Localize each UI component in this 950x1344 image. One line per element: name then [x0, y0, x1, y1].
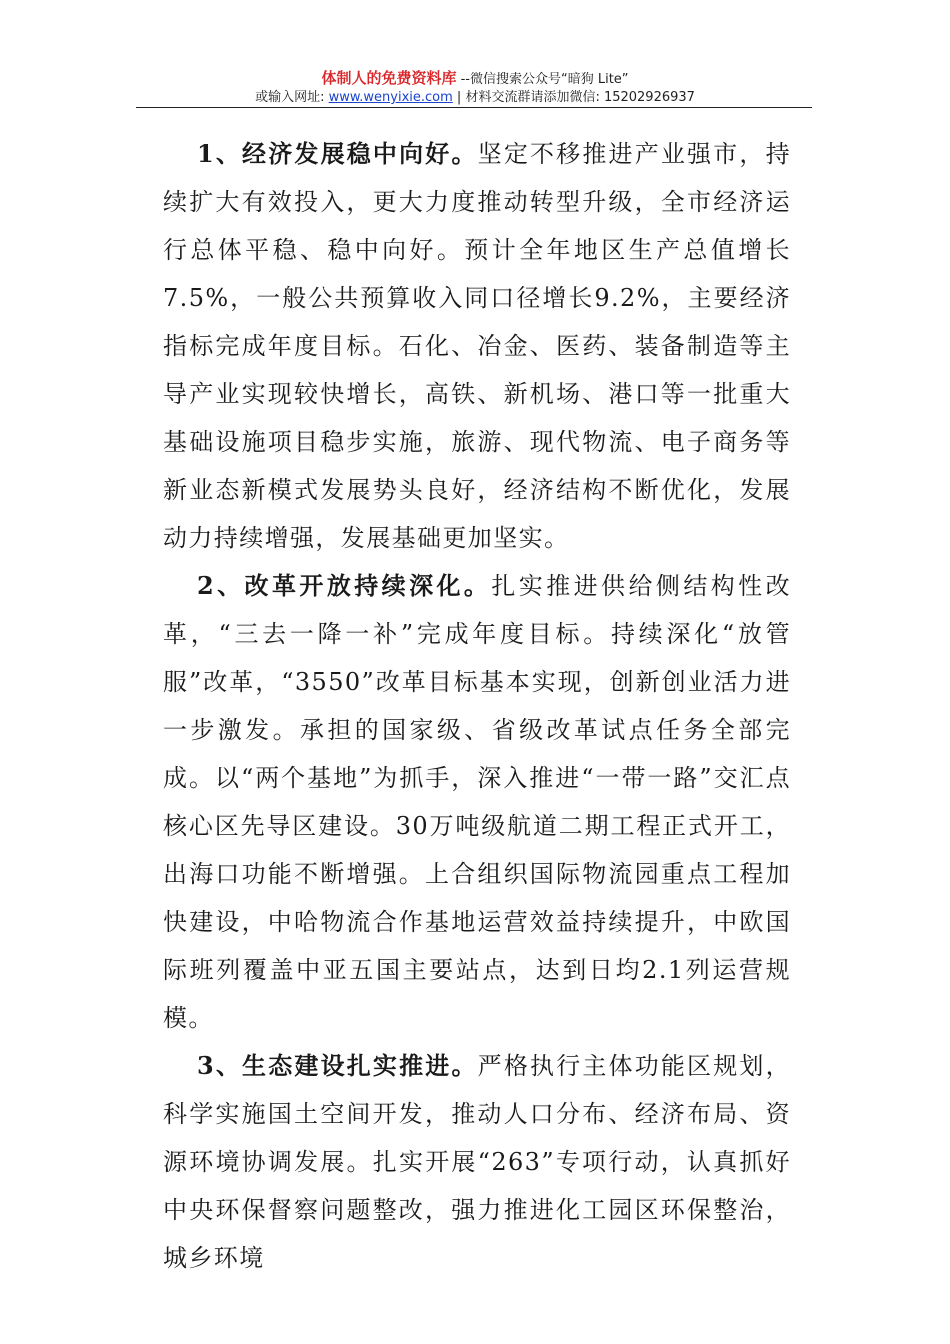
header-divider	[136, 107, 812, 108]
paragraph-economy	[163, 130, 791, 562]
header-line-2	[0, 88, 950, 108]
paragraph-text: 扎实推进供给侧结构性改革，“三去一降一补”完成年度目标。持续深化“放管服”改革，“3550”改革目标基本实现，创新创业活力进一步激发。承担的国家级、省级改革试点任务全部完成。以“两个基地”为抓手，深入推进“一带一路”交汇点核心区先导区建设。30万吨级航道二期工程正式开工，出海口功能不断增强。上合组织国际物流园重点工程加快建设，中哈物流合作基地运营效益持续提升，中欧国际班列覆盖中亚五国主要站点，达到日均2.1列运营规模。	[163, 572, 791, 1032]
wechat-contact: | 材料交流群请添加微信: 15202926937	[452, 90, 695, 105]
document-body	[163, 130, 791, 1282]
header-tagline: --微信搜索公众号“暗狗 Lite”	[456, 72, 629, 87]
paragraph-reform	[163, 562, 791, 1042]
paragraph-text: 严格执行主体功能区规划，科学实施国土空间开发，推动人口分布、经济布局、资源环境协调发展。扎实开展“263”专项行动，认真抓好中央环保督察问题整改，强力推进化工园区环保整治，城乡环境	[163, 1052, 791, 1272]
page-header	[0, 68, 950, 108]
paragraph-heading: 1、经济发展稳中向好。	[197, 139, 478, 168]
url-prefix: 或输入网址:	[255, 90, 329, 105]
paragraph-heading: 2、改革开放持续深化。	[197, 571, 492, 600]
paragraph-heading: 3、生态建设扎实推进。	[197, 1051, 478, 1080]
website-link[interactable]: www.wenyixie.com	[328, 90, 453, 105]
paragraph-text: 坚定不移推进产业强市，持续扩大有效投入，更大力度推动转型升级，全市经济运行总体平稳、稳中向好。预计全年地区生产总值增长7.5%，一般公共预算收入同口径增长9.2%，主要经济指标完成年度目标。石化、冶金、医药、装备制造等主导产业实现较快增长，高铁、新机场、港口等一批重大基础设施项目稳步实施，旅游、现代物流、电子商务等新业态新模式发展势头良好，经济结构不断优化，发展动力持续增强，发展基础更加坚实。	[163, 140, 791, 552]
header-line-1	[0, 68, 950, 88]
paragraph-ecology	[163, 1042, 791, 1282]
brand-title: 体制人的免费资料库	[321, 69, 457, 87]
